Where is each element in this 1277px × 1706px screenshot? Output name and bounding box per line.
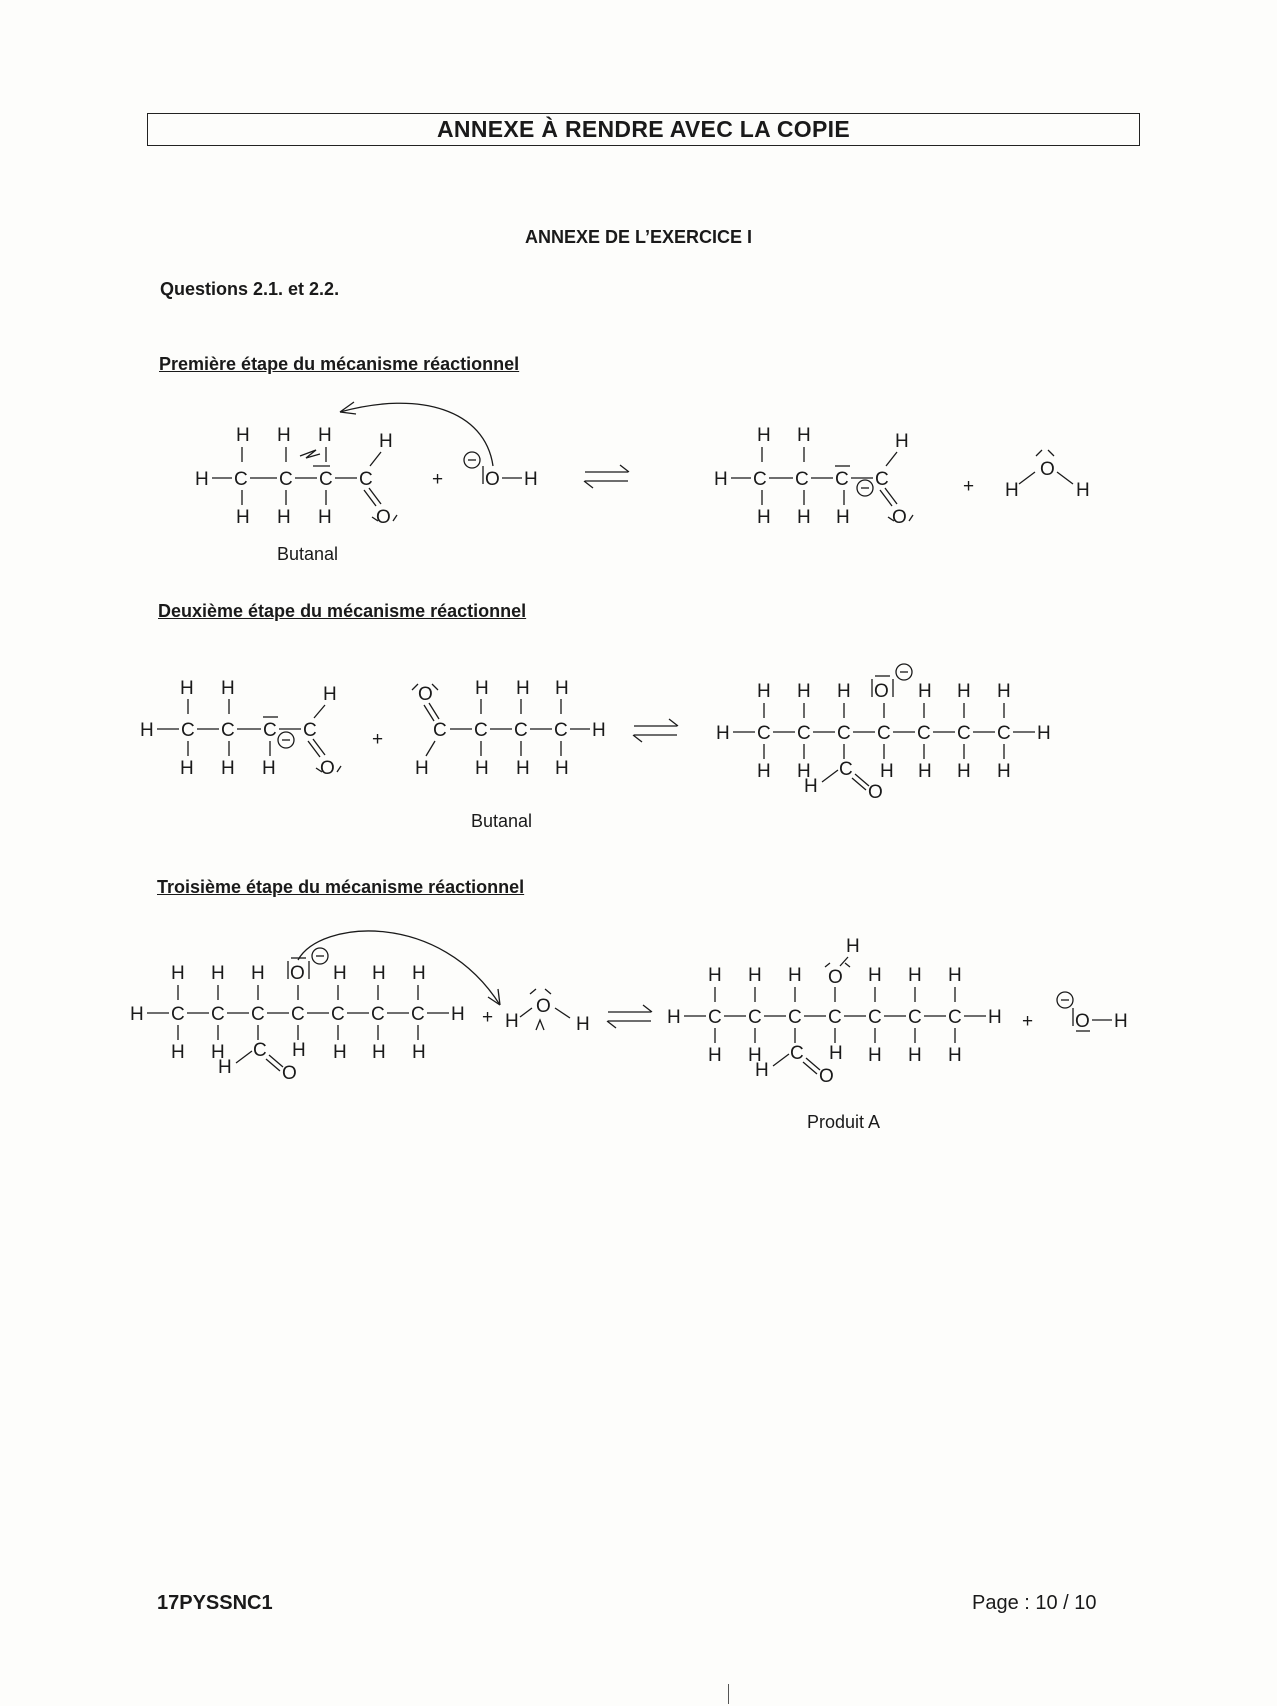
svg-text:C: C [279,469,293,490]
svg-text:H: H [757,425,771,446]
svg-text:C: C [234,469,248,490]
svg-text:O: O [485,469,500,490]
product-a-molecule [667,936,1002,1087]
svg-text:C: C [181,720,195,741]
svg-text:H: H [475,678,489,699]
svg-text:H: H [292,1040,306,1061]
svg-text:C: C [708,1007,722,1028]
svg-text:H: H [211,1042,225,1063]
svg-text:H: H [218,1057,232,1078]
svg-text:H: H [277,425,291,446]
svg-text:H: H [180,758,194,779]
questions-label: Questions 2.1. et 2.2. [160,279,340,299]
svg-text:O: O [868,782,883,803]
svg-text:H: H [836,507,850,528]
svg-text:O: O [536,996,551,1017]
svg-text:+: + [372,729,384,750]
svg-text:H: H [451,1004,465,1025]
svg-text:C: C [757,723,771,744]
svg-text:O: O [874,681,889,702]
banner-title: ANNEXE À RENDRE AVEC LA COPIE [437,116,850,142]
svg-text:C: C [319,469,333,490]
svg-text:C: C [788,1007,802,1028]
svg-text:H: H [524,469,538,490]
svg-text:H: H [1076,480,1090,501]
svg-text:H: H [908,965,922,986]
svg-text:O: O [320,758,335,779]
svg-text:C: C [997,723,1011,744]
svg-text:H: H [918,681,932,702]
svg-text:C: C [514,720,528,741]
svg-text:H: H [318,507,332,528]
svg-text:H: H [236,425,250,446]
svg-text:H: H [180,678,194,699]
svg-text:C: C [957,723,971,744]
svg-text:H: H [372,963,386,984]
svg-text:C: C [753,469,767,490]
svg-text:C: C [171,1004,185,1025]
svg-text:H: H [555,678,569,699]
svg-text:C: C [790,1043,804,1064]
svg-text:H: H [748,1045,762,1066]
svg-text:H: H [757,681,771,702]
svg-text:H: H [788,965,802,986]
svg-text:H: H [868,965,882,986]
svg-text:H: H [379,431,393,452]
alkoxide-molecule-step3 [130,948,465,1084]
svg-text:C: C [837,723,851,744]
svg-text:C: C [875,469,889,490]
step1-title: Première étape du mécanisme réactionnel [159,354,520,374]
svg-text:O: O [282,1063,297,1084]
svg-text:H: H [415,758,429,779]
svg-text:C: C [917,723,931,744]
svg-text:H: H [195,469,209,490]
step2-title: Deuxième étape du mécanisme réactionnel [158,601,527,621]
svg-text:C: C [303,720,317,741]
svg-text:H: H [757,507,771,528]
svg-text:O: O [1075,1011,1090,1032]
svg-text:H: H [755,1060,769,1081]
svg-text:H: H [1114,1011,1128,1032]
svg-text:H: H [957,761,971,782]
svg-text:+: + [432,469,444,490]
svg-text:O: O [828,967,843,988]
svg-text:C: C [371,1004,385,1025]
svg-text:C: C [331,1004,345,1025]
svg-text:H: H [868,1045,882,1066]
svg-text:C: C [839,759,853,780]
svg-text:C: C [554,720,568,741]
svg-text:C: C [948,1007,962,1028]
svg-text:H: H [708,1045,722,1066]
svg-text:C: C [868,1007,882,1028]
step2-caption: Butanal [471,811,533,831]
svg-text:O: O [819,1066,834,1087]
svg-text:H: H [757,761,771,782]
svg-text:H: H [895,431,909,452]
svg-text:H: H [667,1007,681,1028]
svg-text:H: H [555,758,569,779]
svg-text:H: H [804,776,818,797]
svg-text:H: H [516,678,530,699]
svg-text:C: C [908,1007,922,1028]
svg-text:H: H [1037,723,1051,744]
equilibrium-arrow-step3 [607,1005,652,1028]
svg-text:H: H [475,758,489,779]
svg-text:C: C [877,723,891,744]
svg-text:C: C [748,1007,762,1028]
svg-text:H: H [1005,480,1019,501]
svg-text:H: H [211,963,225,984]
svg-text:H: H [372,1042,386,1063]
svg-text:H: H [948,965,962,986]
svg-text:H: H [412,1042,426,1063]
page-number: Page : 10 / 10 [972,1592,1097,1614]
svg-text:H: H [957,681,971,702]
svg-text:H: H [708,965,722,986]
svg-text:C: C [433,720,447,741]
svg-text:+: + [482,1007,494,1028]
svg-text:H: H [262,758,276,779]
svg-text:H: H [988,1007,1002,1028]
svg-text:C: C [263,720,277,741]
svg-text:H: H [918,761,932,782]
svg-text:H: H [797,681,811,702]
hydroxide-ion-step3 [1057,992,1128,1032]
svg-text:H: H [318,425,332,446]
svg-text:H: H [797,507,811,528]
svg-text:H: H [797,761,811,782]
svg-text:C: C [795,469,809,490]
svg-text:H: H [277,507,291,528]
water-molecule-step3 [505,989,590,1035]
svg-text:H: H [516,758,530,779]
svg-text:C: C [828,1007,842,1028]
svg-text:H: H [837,681,851,702]
svg-text:C: C [221,720,235,741]
svg-text:H: H [221,758,235,779]
svg-text:C: C [359,469,373,490]
svg-text:H: H [592,720,606,741]
svg-text:C: C [253,1040,267,1061]
svg-text:+: + [1022,1011,1034,1032]
svg-text:H: H [130,1004,144,1025]
svg-text:H: H [846,936,860,957]
document-code: 17PYSSNC1 [157,1592,273,1614]
svg-text:C: C [835,469,849,490]
svg-text:+: + [963,476,975,497]
step3-title: Troisième étape du mécanisme réactionnel [157,877,525,897]
svg-text:H: H [505,1011,519,1032]
svg-text:H: H [171,963,185,984]
svg-text:H: H [576,1014,590,1035]
svg-text:H: H [714,469,728,490]
svg-text:C: C [291,1004,305,1025]
svg-text:H: H [948,1045,962,1066]
svg-text:H: H [880,761,894,782]
annex-title: ANNEXE DE L’EXERCICE I [524,227,753,247]
svg-text:C: C [411,1004,425,1025]
step3-caption: Produit A [807,1112,881,1132]
svg-text:O: O [290,963,305,984]
svg-text:O: O [418,684,433,705]
step1-caption: Butanal [277,544,339,564]
svg-text:H: H [797,425,811,446]
svg-text:H: H [221,678,235,699]
svg-text:H: H [140,720,154,741]
svg-text:C: C [797,723,811,744]
svg-text:H: H [333,963,347,984]
svg-text:H: H [748,965,762,986]
svg-text:H: H [251,963,265,984]
svg-text:O: O [1040,459,1055,480]
svg-text:H: H [829,1043,843,1064]
svg-text:H: H [716,723,730,744]
svg-text:H: H [236,507,250,528]
svg-text:H: H [997,681,1011,702]
svg-text:H: H [323,684,337,705]
svg-text:O: O [892,507,907,528]
svg-text:H: H [997,761,1011,782]
svg-text:C: C [211,1004,225,1025]
svg-text:H: H [333,1042,347,1063]
svg-text:H: H [908,1045,922,1066]
svg-text:H: H [171,1042,185,1063]
svg-text:O: O [376,507,391,528]
svg-text:C: C [474,720,488,741]
svg-text:C: C [251,1004,265,1025]
edge-mark [728,1684,729,1704]
svg-text:H: H [412,963,426,984]
